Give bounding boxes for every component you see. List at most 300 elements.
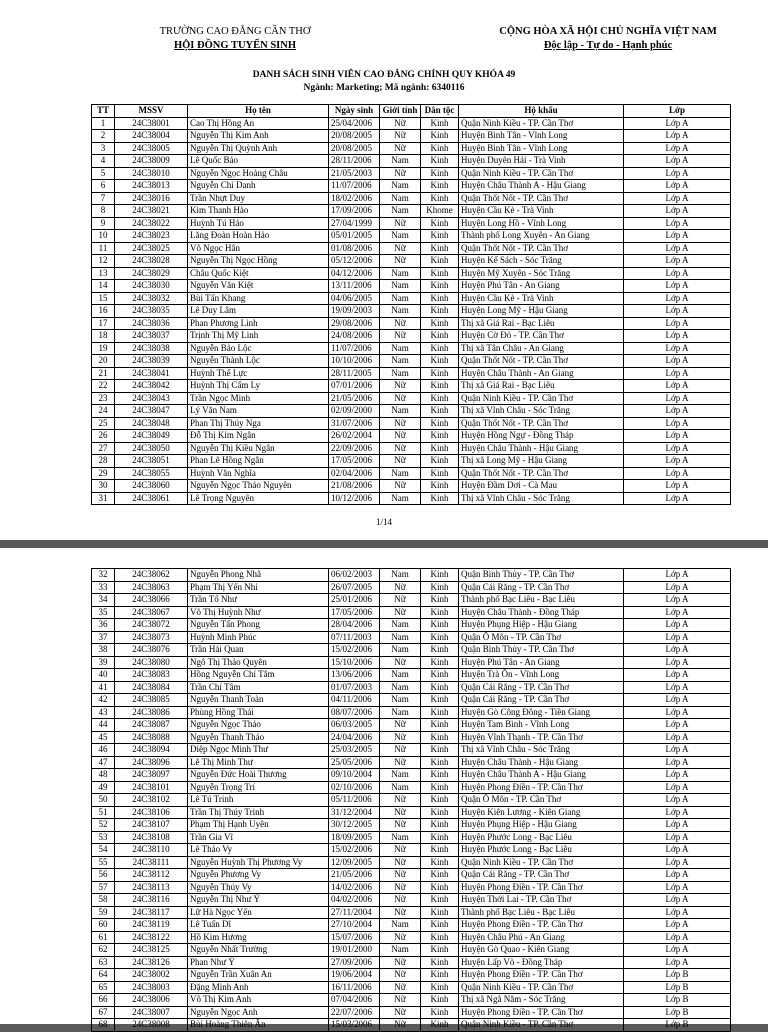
cell-ngay-sinh: 17/09/2006: [329, 205, 380, 218]
cell-ho-khau: Huyện Phước Long - Bạc Liêu: [459, 844, 624, 857]
cell-ngay-sinh: 10/12/2006: [329, 492, 380, 505]
table-row: [92, 644, 731, 657]
col-header-ngay-sinh: Ngày sinh: [329, 105, 380, 118]
cell-ho-khau: Thị xã Ngã Năm - Sóc Trăng: [459, 994, 624, 1007]
cell-dan-toc: Kinh: [421, 956, 459, 969]
table-row: [92, 430, 731, 443]
col-header-dan-toc: Dân tộc: [421, 105, 459, 118]
cell-lop: Lớp A: [624, 619, 731, 632]
cell-ho-khau: Huyện Phong Điền - TP. Cần Thơ: [459, 1006, 624, 1019]
cell-ho-ten: Lý Văn Nam: [188, 405, 329, 418]
cell-tt: 29: [92, 467, 115, 480]
table-row: [92, 744, 731, 757]
cell-gioi-tinh: Nữ: [380, 1019, 421, 1032]
cell-ho-khau: Thị xã Giá Rai - Bạc Liêu: [459, 317, 624, 330]
table-row: [92, 480, 731, 493]
table-row: [92, 669, 731, 682]
cell-mssv: 24C38122: [115, 931, 188, 944]
cell-mssv: 24C38110: [115, 844, 188, 857]
cell-ho-khau: Huyện Tam Bình - Vĩnh Long: [459, 719, 624, 732]
cell-mssv: 24C38076: [115, 644, 188, 657]
cell-gioi-tinh: Nữ: [380, 969, 421, 982]
cell-gioi-tinh: Nam: [380, 631, 421, 644]
cell-ho-khau: Huyện Long Hồ - Vĩnh Long: [459, 217, 624, 230]
table-row: [92, 681, 731, 694]
cell-tt: 39: [92, 656, 115, 669]
cell-ngay-sinh: 27/11/2004: [329, 906, 380, 919]
cell-lop: Lớp A: [624, 417, 731, 430]
cell-ho-khau: Quận Thốt Nốt - TP. Cần Thơ: [459, 467, 624, 480]
cell-gioi-tinh: Nữ: [380, 594, 421, 607]
cell-ho-khau: Huyện Kiên Lương - Kiên Giang: [459, 806, 624, 819]
cell-lop: Lớp A: [624, 230, 731, 243]
cell-dan-toc: Kinh: [421, 856, 459, 869]
cell-lop: Lớp A: [624, 342, 731, 355]
cell-tt: 40: [92, 669, 115, 682]
cell-ho-khau: Thị xã Vĩnh Châu - Sóc Trăng: [459, 492, 624, 505]
cell-mssv: 24C38047: [115, 405, 188, 418]
col-header-ho-khau: Hộ khẩu: [459, 105, 624, 118]
cell-ngay-sinh: 19/09/2003: [329, 305, 380, 318]
cell-tt: 45: [92, 731, 115, 744]
cell-gioi-tinh: Nữ: [380, 455, 421, 468]
cell-gioi-tinh: Nam: [380, 467, 421, 480]
cell-dan-toc: Kinh: [421, 455, 459, 468]
cell-dan-toc: Kinh: [421, 142, 459, 155]
table-row: [92, 594, 731, 607]
cell-gioi-tinh: Nam: [380, 644, 421, 657]
table-row: [92, 781, 731, 794]
cell-mssv: 24C38116: [115, 894, 188, 907]
cell-ho-khau: Huyện Cầu Kè - Trà Vinh: [459, 205, 624, 218]
cell-ho-ten: Nguyễn Ngọc Thảo Nguyên: [188, 480, 329, 493]
cell-tt: 62: [92, 944, 115, 957]
cell-ngay-sinh: 20/08/2005: [329, 142, 380, 155]
cell-ngay-sinh: 27/04/1999: [329, 217, 380, 230]
cell-lop: Lớp A: [624, 644, 731, 657]
cell-gioi-tinh: Nữ: [380, 794, 421, 807]
cell-dan-toc: Kinh: [421, 806, 459, 819]
cell-ho-ten: Trần Ngọc Minh: [188, 392, 329, 405]
cell-ho-ten: Võ Ngọc Hân: [188, 242, 329, 255]
cell-ho-khau: Huyện Cờ Đỏ - TP. Cần Thơ: [459, 330, 624, 343]
cell-mssv: 24C38125: [115, 944, 188, 957]
cell-tt: 17: [92, 317, 115, 330]
cell-mssv: 24C38009: [115, 155, 188, 168]
cell-lop: Lớp B: [624, 994, 731, 1007]
cell-ho-khau: Quận Ninh Kiều - TP. Cần Thơ: [459, 117, 624, 130]
cell-tt: 51: [92, 806, 115, 819]
cell-ho-ten: Nguyễn Phong Nhã: [188, 569, 329, 582]
cell-ngay-sinh: 21/05/2006: [329, 869, 380, 882]
cell-gioi-tinh: Nam: [380, 342, 421, 355]
cell-mssv: 24C38007: [115, 1006, 188, 1019]
cell-tt: 55: [92, 856, 115, 869]
cell-ho-khau: Quận Ninh Kiều - TP. Cần Thơ: [459, 981, 624, 994]
cell-ngay-sinh: 19/01/2000: [329, 944, 380, 957]
national-motto: Độc lập - Tự do - Hạnh phúc: [543, 40, 673, 51]
cell-gioi-tinh: Nam: [380, 831, 421, 844]
cell-tt: 1: [92, 117, 115, 130]
cell-lop: Lớp A: [624, 380, 731, 393]
cell-dan-toc: Kinh: [421, 167, 459, 180]
cell-ho-ten: Lê Tuấn Dĩ: [188, 919, 329, 932]
cell-ho-khau: Thành phố Bạc Liêu - Bạc Liêu: [459, 594, 624, 607]
cell-dan-toc: Kinh: [421, 569, 459, 582]
cell-tt: 3: [92, 142, 115, 155]
cell-ho-ten: Võ Thị Huỳnh Như: [188, 606, 329, 619]
cell-ho-ten: Trần Hải Quan: [188, 644, 329, 657]
cell-dan-toc: Kinh: [421, 881, 459, 894]
cell-lop: Lớp A: [624, 756, 731, 769]
cell-ho-ten: Kim Thanh Hào: [188, 205, 329, 218]
cell-gioi-tinh: Nữ: [380, 844, 421, 857]
cell-dan-toc: Kinh: [421, 180, 459, 193]
document-subtitle: Ngành: Marketing; Mã ngành: 6340116: [303, 83, 465, 93]
cell-ho-ten: Lê Thảo Vy: [188, 844, 329, 857]
table-row: [92, 417, 731, 430]
cell-lop: Lớp B: [624, 981, 731, 994]
cell-gioi-tinh: Nữ: [380, 956, 421, 969]
cell-tt: 46: [92, 744, 115, 757]
cell-gioi-tinh: Nữ: [380, 317, 421, 330]
cell-ngay-sinh: 14/02/2006: [329, 881, 380, 894]
cell-ngay-sinh: 01/07/2003: [329, 681, 380, 694]
cell-ho-ten: Nguyễn Phương Vy: [188, 869, 329, 882]
table-row: [92, 230, 731, 243]
cell-lop: Lớp A: [624, 280, 731, 293]
cell-lop: Lớp A: [624, 581, 731, 594]
cell-ngay-sinh: 08/07/2006: [329, 706, 380, 719]
cell-gioi-tinh: Nữ: [380, 330, 421, 343]
cell-dan-toc: Kinh: [421, 844, 459, 857]
cell-mssv: 24C38055: [115, 467, 188, 480]
cell-ho-ten: Nguyễn Thị Kim Anh: [188, 130, 329, 143]
cell-lop: Lớp B: [624, 969, 731, 982]
cell-ngay-sinh: 29/08/2006: [329, 317, 380, 330]
cell-ngay-sinh: 22/09/2006: [329, 442, 380, 455]
cell-mssv: 24C38088: [115, 731, 188, 744]
cell-ho-ten: Nguyễn Bảo Lộc: [188, 342, 329, 355]
cell-lop: Lớp A: [624, 931, 731, 944]
cell-ho-ten: Trần Nhựt Duy: [188, 192, 329, 205]
cell-tt: 6: [92, 180, 115, 193]
cell-mssv: 24C38084: [115, 681, 188, 694]
cell-ho-ten: Huỳnh Văn Nghĩa: [188, 467, 329, 480]
cell-gioi-tinh: Nam: [380, 192, 421, 205]
cell-lop: Lớp A: [624, 606, 731, 619]
cell-tt: 66: [92, 994, 115, 1007]
cell-ho-khau: Huyện Phú Tân - An Giang: [459, 280, 624, 293]
cell-mssv: 24C38022: [115, 217, 188, 230]
cell-ngay-sinh: 13/06/2006: [329, 669, 380, 682]
cell-dan-toc: Kinh: [421, 255, 459, 268]
cell-ho-khau: Huyện Phong Điền - TP. Cần Thơ: [459, 969, 624, 982]
cell-dan-toc: Kinh: [421, 594, 459, 607]
cell-ho-ten: Nguyễn Chí Danh: [188, 180, 329, 193]
cell-ho-ten: Nguyễn Thị Ngọc Hồng: [188, 255, 329, 268]
cell-dan-toc: Kinh: [421, 769, 459, 782]
cell-tt: 12: [92, 255, 115, 268]
table-row: [92, 831, 731, 844]
cell-ngay-sinh: 28/04/2006: [329, 619, 380, 632]
cell-mssv: 24C38117: [115, 906, 188, 919]
cell-mssv: 24C38096: [115, 756, 188, 769]
cell-tt: 34: [92, 594, 115, 607]
table-row: [92, 869, 731, 882]
cell-ho-khau: Huyện Lấp Vò - Đồng Tháp: [459, 956, 624, 969]
cell-gioi-tinh: Nữ: [380, 806, 421, 819]
cell-ho-khau: Thị xã Long Mỹ - Hậu Giang: [459, 455, 624, 468]
cell-mssv: 24C38025: [115, 242, 188, 255]
cell-ngay-sinh: 21/08/2006: [329, 480, 380, 493]
table-row: [92, 217, 731, 230]
cell-ho-khau: Huyện Đầm Dơi - Cà Mau: [459, 480, 624, 493]
cell-dan-toc: Kinh: [421, 280, 459, 293]
cell-ho-khau: Quận Ninh Kiều - TP. Cần Thơ: [459, 392, 624, 405]
cell-ho-ten: Nguyễn Thị Kiều Ngân: [188, 442, 329, 455]
cell-mssv: 24C38035: [115, 305, 188, 318]
cell-gioi-tinh: Nam: [380, 280, 421, 293]
cell-ngay-sinh: 25/01/2006: [329, 594, 380, 607]
cell-ho-khau: Huyện Hồng Ngự - Đồng Tháp: [459, 430, 624, 443]
cell-tt: 21: [92, 367, 115, 380]
cell-ho-ten: Trần Gia Vĩ: [188, 831, 329, 844]
cell-ho-ten: Phan Lê Hồng Ngân: [188, 455, 329, 468]
table-row: [92, 455, 731, 468]
cell-lop: Lớp A: [624, 492, 731, 505]
cell-ho-ten: Trần Thị Thúy Trinh: [188, 806, 329, 819]
cell-lop: Lớp A: [624, 292, 731, 305]
cell-lop: Lớp A: [624, 142, 731, 155]
cell-mssv: 24C38050: [115, 442, 188, 455]
cell-dan-toc: Kinh: [421, 644, 459, 657]
cell-ho-ten: Lê Quốc Bảo: [188, 155, 329, 168]
cell-ho-ten: Ngô Thị Thảo Quyên: [188, 656, 329, 669]
cell-mssv: 24C38037: [115, 330, 188, 343]
cell-gioi-tinh: Nữ: [380, 167, 421, 180]
cell-gioi-tinh: Nữ: [380, 881, 421, 894]
cell-lop: Lớp A: [624, 430, 731, 443]
cell-tt: 36: [92, 619, 115, 632]
cell-gioi-tinh: Nam: [380, 769, 421, 782]
cell-ho-khau: Quận Thốt Nốt - TP. Cần Thơ: [459, 242, 624, 255]
cell-mssv: 24C38010: [115, 167, 188, 180]
cell-dan-toc: Kinh: [421, 330, 459, 343]
cell-lop: Lớp A: [624, 455, 731, 468]
cell-ngay-sinh: 15/02/2006: [329, 844, 380, 857]
cell-gioi-tinh: Nữ: [380, 994, 421, 1007]
cell-dan-toc: Kinh: [421, 467, 459, 480]
cell-lop: Lớp A: [624, 869, 731, 882]
cell-ngay-sinh: 05/11/2006: [329, 794, 380, 807]
cell-gioi-tinh: Nam: [380, 944, 421, 957]
cell-dan-toc: Kinh: [421, 744, 459, 757]
cell-tt: 23: [92, 392, 115, 405]
cell-lop: Lớp A: [624, 631, 731, 644]
cell-tt: 57: [92, 881, 115, 894]
table-row: [92, 856, 731, 869]
cell-dan-toc: Kinh: [421, 944, 459, 957]
cell-ngay-sinh: 01/08/2006: [329, 242, 380, 255]
cell-dan-toc: Kinh: [421, 706, 459, 719]
cell-ho-khau: Quận Ninh Kiều - TP. Cần Thơ: [459, 856, 624, 869]
cell-mssv: 24C38085: [115, 694, 188, 707]
cell-tt: 43: [92, 706, 115, 719]
cell-ho-khau: Quận Cái Răng - TP. Cần Thơ: [459, 869, 624, 882]
cell-ngay-sinh: 27/10/2004: [329, 919, 380, 932]
cell-ho-khau: Huyện Phụng Hiệp - Hậu Giang: [459, 619, 624, 632]
country-name: CỘNG HÒA XÃ HỘI CHỦ NGHĨA VIỆT NAM: [499, 26, 717, 37]
cell-ho-khau: Thị xã Tân Châu - An Giang: [459, 342, 624, 355]
cell-ngay-sinh: 13/11/2006: [329, 280, 380, 293]
cell-ngay-sinh: 06/02/2003: [329, 569, 380, 582]
cell-tt: 30: [92, 480, 115, 493]
cell-dan-toc: Kinh: [421, 480, 459, 493]
cell-tt: 27: [92, 442, 115, 455]
cell-mssv: 24C38049: [115, 430, 188, 443]
cell-dan-toc: Kinh: [421, 819, 459, 832]
table-row: [92, 819, 731, 832]
cell-tt: 13: [92, 267, 115, 280]
cell-tt: 7: [92, 192, 115, 205]
table-row: [92, 731, 731, 744]
cell-ho-khau: Huyện Châu Thành - Hậu Giang: [459, 442, 624, 455]
cell-dan-toc: Kinh: [421, 242, 459, 255]
table-header-row: [92, 105, 731, 118]
cell-ho-khau: Thị xã Vĩnh Châu - Sóc Trăng: [459, 405, 624, 418]
cell-gioi-tinh: Nam: [380, 405, 421, 418]
cell-gioi-tinh: Nữ: [380, 380, 421, 393]
cell-ho-ten: Phan Phương Linh: [188, 317, 329, 330]
cell-ngay-sinh: 27/09/2006: [329, 956, 380, 969]
cell-mssv: 24C38006: [115, 994, 188, 1007]
table-row: [92, 355, 731, 368]
cell-gioi-tinh: Nam: [380, 919, 421, 932]
cell-ho-ten: Phạm Thị Yến Nhi: [188, 581, 329, 594]
cell-ho-khau: Huyện Long Mỹ - Hậu Giang: [459, 305, 624, 318]
cell-tt: 24: [92, 405, 115, 418]
cell-ho-ten: Nguyễn Đức Hoài Thương: [188, 769, 329, 782]
cell-mssv: 24C38030: [115, 280, 188, 293]
cell-tt: 58: [92, 894, 115, 907]
cell-mssv: 24C38101: [115, 781, 188, 794]
cell-dan-toc: Kinh: [421, 756, 459, 769]
cell-dan-toc: Kinh: [421, 931, 459, 944]
cell-ho-khau: Huyện Châu Thành A - Hậu Giang: [459, 180, 624, 193]
cell-tt: 9: [92, 217, 115, 230]
table-row: [92, 906, 731, 919]
cell-tt: 32: [92, 569, 115, 582]
cell-dan-toc: Kinh: [421, 405, 459, 418]
cell-dan-toc: Khome: [421, 205, 459, 218]
cell-mssv: 24C38042: [115, 380, 188, 393]
cell-ho-ten: Huỳnh Thế Lực: [188, 367, 329, 380]
cell-ho-ten: Huỳnh Minh Phúc: [188, 631, 329, 644]
table-row: [92, 981, 731, 994]
cell-ho-ten: Đặng Minh Anh: [188, 981, 329, 994]
cell-tt: 61: [92, 931, 115, 944]
cell-gioi-tinh: Nữ: [380, 142, 421, 155]
cell-mssv: 24C38029: [115, 267, 188, 280]
page-number: 1/14: [375, 517, 392, 527]
cell-ngay-sinh: 15/02/2006: [329, 644, 380, 657]
table-row: [92, 656, 731, 669]
table-row: [92, 292, 731, 305]
cell-ho-khau: Quận Bình Thủy - TP. Cần Thơ: [459, 644, 624, 657]
cell-ho-ten: Nguyễn Tấn Phong: [188, 619, 329, 632]
cell-dan-toc: Kinh: [421, 719, 459, 732]
cell-ho-khau: Quận Ô Môn - TP. Cần Thơ: [459, 794, 624, 807]
cell-tt: 38: [92, 644, 115, 657]
cell-tt: 16: [92, 305, 115, 318]
cell-gioi-tinh: Nữ: [380, 581, 421, 594]
cell-ngay-sinh: 25/03/2005: [329, 744, 380, 757]
cell-mssv: 24C38066: [115, 594, 188, 607]
cell-lop: Lớp A: [624, 781, 731, 794]
cell-mssv: 24C38107: [115, 819, 188, 832]
cell-dan-toc: Kinh: [421, 669, 459, 682]
cell-gioi-tinh: Nam: [380, 781, 421, 794]
table-row: [92, 117, 731, 130]
cell-gioi-tinh: Nam: [380, 681, 421, 694]
cell-ngay-sinh: 28/11/2005: [329, 367, 380, 380]
cell-ngay-sinh: 15/07/2006: [329, 931, 380, 944]
cell-gioi-tinh: Nam: [380, 706, 421, 719]
cell-lop: Lớp A: [624, 894, 731, 907]
cell-tt: 4: [92, 155, 115, 168]
table-row: [92, 719, 731, 732]
cell-gioi-tinh: Nữ: [380, 731, 421, 744]
cell-dan-toc: Kinh: [421, 831, 459, 844]
cell-ho-ten: Nguyễn Trần Xuân An: [188, 969, 329, 982]
table-row: [92, 280, 731, 293]
table-row: [92, 155, 731, 168]
cell-lop: Lớp A: [624, 305, 731, 318]
table-row: [92, 267, 731, 280]
cell-ho-khau: Huyện Gò Công Đông - Tiền Giang: [459, 706, 624, 719]
cell-lop: Lớp A: [624, 180, 731, 193]
cell-ho-ten: Hồ Kim Hương: [188, 931, 329, 944]
cell-lop: Lớp A: [624, 719, 731, 732]
cell-dan-toc: Kinh: [421, 906, 459, 919]
cell-ho-ten: Phùng Hồng Thái: [188, 706, 329, 719]
cell-ngay-sinh: 04/06/2005: [329, 292, 380, 305]
cell-gioi-tinh: Nam: [380, 230, 421, 243]
cell-gioi-tinh: Nữ: [380, 906, 421, 919]
cell-mssv: 24C38001: [115, 117, 188, 130]
cell-tt: 19: [92, 342, 115, 355]
board-name: HỘI ĐỒNG TUYỂN SINH: [173, 40, 297, 51]
cell-dan-toc: Kinh: [421, 681, 459, 694]
cell-tt: 5: [92, 167, 115, 180]
cell-gioi-tinh: Nữ: [380, 217, 421, 230]
cell-ho-ten: Nguyễn Trọng Trí: [188, 781, 329, 794]
cell-ngay-sinh: 11/07/2006: [329, 180, 380, 193]
cell-lop: Lớp A: [624, 205, 731, 218]
cell-dan-toc: Kinh: [421, 292, 459, 305]
cell-gioi-tinh: Nữ: [380, 606, 421, 619]
cell-ho-khau: Quận Ninh Kiều - TP. Cần Thơ: [459, 167, 624, 180]
cell-dan-toc: Kinh: [421, 794, 459, 807]
cell-ngay-sinh: 24/08/2006: [329, 330, 380, 343]
cell-gioi-tinh: Nam: [380, 292, 421, 305]
cell-tt: 33: [92, 581, 115, 594]
cell-dan-toc: Kinh: [421, 117, 459, 130]
cell-lop: Lớp A: [624, 919, 731, 932]
cell-mssv: 24C38112: [115, 869, 188, 882]
cell-dan-toc: Kinh: [421, 631, 459, 644]
